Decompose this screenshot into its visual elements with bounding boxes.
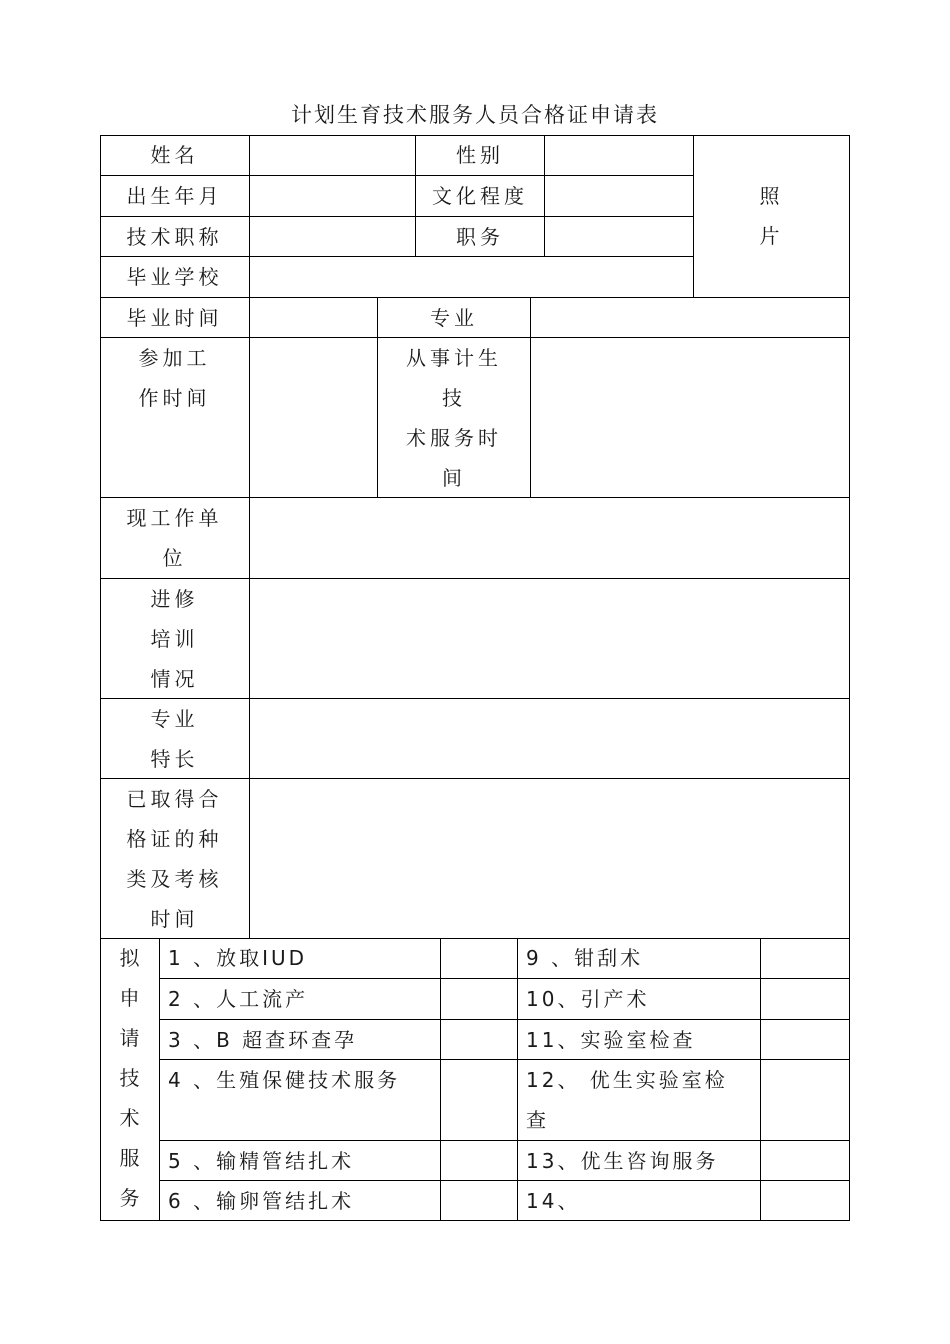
side-char-3: 请: [119, 1026, 140, 1050]
service-check-9[interactable]: [761, 938, 849, 978]
service-time-field[interactable]: [531, 338, 849, 497]
training-label-2: 培训: [150, 627, 199, 651]
training-field[interactable]: [250, 579, 849, 698]
cert-field[interactable]: [250, 779, 849, 938]
education-field[interactable]: [545, 176, 693, 216]
tech-title-label: 技术职称: [126, 224, 223, 249]
training-label-1: 进修: [150, 587, 199, 611]
major-label: 专业: [430, 305, 478, 330]
service-time-label-3: 术服务时: [406, 426, 502, 450]
tech-title-field[interactable]: [250, 217, 415, 256]
photo-label-1: 照: [759, 184, 784, 208]
service-item-6: 6 、输卵管结扎术: [168, 1188, 355, 1213]
photo-box[interactable]: [694, 176, 849, 256]
service-check-11[interactable]: [761, 1020, 849, 1059]
service-item-14: 14、: [526, 1188, 581, 1213]
service-check-5[interactable]: [441, 1141, 517, 1180]
gender-field[interactable]: [545, 135, 693, 175]
service-item-10: 10、引产术: [526, 987, 650, 1011]
form-title: 计划生育技术服务人员合格证申请表: [291, 103, 659, 127]
current-unit-field[interactable]: [250, 498, 849, 578]
service-item-5: 5 、输精管结扎术: [168, 1148, 355, 1173]
specialty-label-2: 特长: [150, 747, 199, 771]
grad-time-field[interactable]: [250, 298, 377, 337]
service-item-12: [518, 1060, 760, 1140]
side-char-5: 术: [119, 1106, 140, 1130]
side-char-4: 技: [119, 1066, 140, 1090]
cert-label-3: 类及考核: [126, 867, 223, 891]
service-check-2[interactable]: [441, 979, 517, 1019]
service-item-9: 9 、钳刮术: [526, 946, 644, 970]
service-check-14[interactable]: [761, 1181, 849, 1220]
service-check-3[interactable]: [441, 1020, 517, 1059]
service-item-13: 13、优生咨询服务: [526, 1148, 719, 1173]
side-char-2: 申: [119, 986, 140, 1010]
services-side-label: [100, 938, 159, 1220]
position-label: 职务: [456, 224, 504, 249]
birth-field[interactable]: [250, 176, 415, 216]
cert-label-2: 格证的种: [126, 827, 223, 851]
work-start-label-1: 参加工: [138, 346, 211, 370]
training-label: [100, 579, 249, 698]
school-field[interactable]: [250, 257, 693, 297]
service-item-2: 2 、人工流产: [168, 987, 309, 1011]
service-time-label-1: 从事计生: [406, 346, 502, 370]
name-field[interactable]: [250, 135, 415, 175]
school-label: 毕业学校: [126, 265, 223, 289]
gender-label: 性别: [456, 143, 504, 167]
service-item-12-line2: 查: [526, 1108, 549, 1132]
work-start-label-2: 作时间: [138, 386, 211, 410]
specialty-label-1: 专业: [150, 707, 199, 731]
specialty-label: [100, 699, 249, 778]
service-check-13[interactable]: [761, 1141, 849, 1180]
service-item-11: 11、实验室检查: [526, 1027, 696, 1052]
service-check-10[interactable]: [761, 979, 849, 1019]
major-field[interactable]: [531, 298, 849, 337]
application-form-table: [100, 135, 850, 938]
service-time-label-4: 间: [442, 466, 466, 490]
service-check-4[interactable]: [441, 1060, 517, 1140]
work-start-label: [100, 338, 249, 497]
name-label: 姓名: [150, 143, 199, 167]
position-field[interactable]: [545, 217, 693, 256]
side-char-1: 拟: [119, 946, 140, 970]
services-table: [100, 938, 850, 1221]
service-item-3: 3 、B 超查环查孕: [168, 1027, 358, 1052]
current-unit-label-2: 位: [162, 546, 187, 570]
birth-label: 出生年月: [126, 184, 223, 208]
photo-label-2: 片: [759, 224, 784, 248]
side-char-7: 务: [119, 1186, 140, 1210]
grad-time-label: 毕业时间: [126, 305, 223, 330]
service-item-1: 1 、放取IUD: [168, 946, 308, 970]
education-label: 文化程度: [432, 184, 528, 208]
side-char-6: 服: [119, 1146, 140, 1170]
service-time-label: [378, 338, 530, 497]
training-label-3: 情况: [150, 667, 199, 691]
cert-label-1: 已取得合: [126, 787, 223, 811]
service-time-label-2: 技: [442, 386, 466, 410]
specialty-field[interactable]: [250, 699, 849, 778]
service-check-12[interactable]: [761, 1060, 849, 1140]
service-check-1[interactable]: [441, 938, 517, 978]
service-item-4: 4 、生殖保健技术服务: [168, 1068, 401, 1092]
current-unit-label: [100, 498, 249, 578]
current-unit-label-1: 现工作单: [126, 506, 223, 530]
cert-label: [100, 779, 249, 938]
work-start-field[interactable]: [250, 338, 377, 497]
service-check-6[interactable]: [441, 1181, 517, 1220]
cert-label-4: 时间: [150, 907, 199, 931]
service-item-12-line1: 12、 优生实验室检: [526, 1068, 728, 1092]
